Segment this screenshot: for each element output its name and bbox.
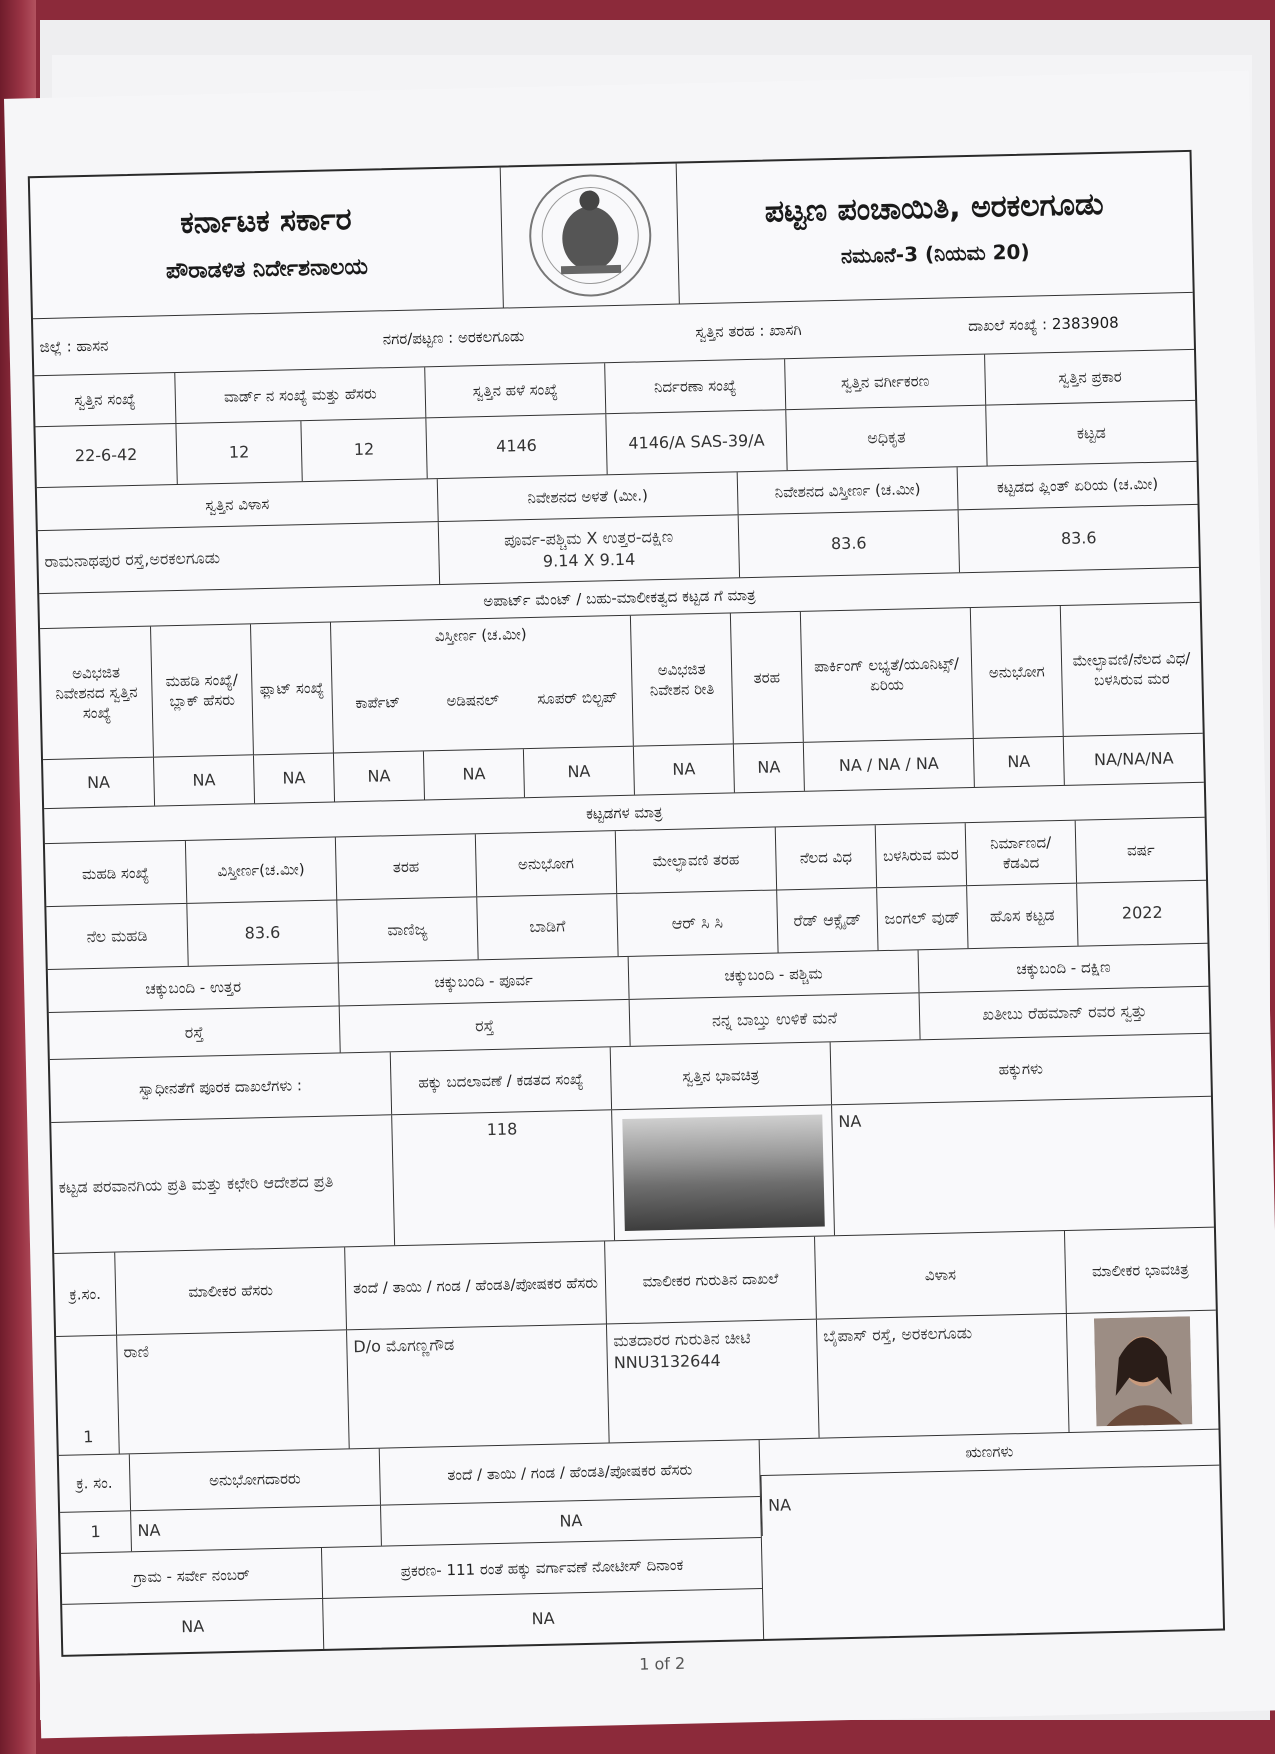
apartment-section-title: ಅಪಾರ್ಟ್ ಮೆಂಟ್ / ಬಹು-ಮಾಲೀಕತ್ವದ ಕಟ್ಟಡ ಗೆ ಮಾತ್ರ [39,567,1199,628]
label-kind: ಸ್ವತ್ತಿನ ಪ್ರಕಾರ [984,350,1195,405]
state-emblem [500,164,680,308]
label-roof: ಮೇಲ್ಛಾವಣಿ ತರಹ [615,828,776,894]
dimensions: 9.14 X 9.14 [542,549,636,571]
label-floor: ಮಹಡಿ ಸಂಖ್ಯೆ [81,863,150,884]
building-section-title: ಕಟ್ಟಡಗಳ ಮಾತ್ರ [44,782,1204,843]
label-wood: ಬಳಸಿರುವ ಮರ [875,823,966,887]
entry-number: ದಾಖಲೆ ಸಂಖ್ಯೆ : 2383908 [967,313,1119,335]
label-owner-name: ಮಾಲೀಕರ ಹೆಸರು [114,1247,346,1334]
label-super-builtup: ಸೂಪರ್ ಬಿಲ್ಟಪ್ [537,688,618,708]
classification: ಅಧಿಕೃತ [785,406,986,471]
south: ಖತೀಬು ರೆಹಮಾನ್ ರವರ ಸ್ವತ್ತು [919,987,1210,1040]
emblem-seal-icon [513,169,666,302]
site-area: 83.6 [738,510,959,577]
directorate-title: ಪೌರಾಡಳಿತ ನಿರ್ದೇಶನಾಲಯ [165,254,369,285]
label-transfer: ಹಕ್ಕು ಬದಲಾವಣೆ / ಕಡತದ ಸಂಖ್ಯೆ [390,1047,611,1114]
construction: ಹೊಸ ಕಟ್ಟಡ [966,884,1077,948]
property-photo-cell [611,1105,834,1240]
liabilities: NA [760,1466,1220,1536]
label-owner-relation: ತಂದೆ / ತಾಯಿ / ಗಂಡ / ಹೆಂಡತಿ/ಪೋಷಕರ ಹೆಸರು [344,1241,606,1329]
label-assessment-no: ನಿರ್ದರಣಾ ಸಂಖ್ಯೆ [604,359,785,413]
label-classification: ಸ್ವತ್ತಿನ ವರ್ಗೀಕರಣ [784,355,985,410]
undivided-type: NA [633,744,734,794]
label-rights: ಹಕ್ಕುಗಳು [830,1034,1211,1105]
label-ward: ವಾರ್ಡ್ ನ ಸಂಖ್ಯೆ ಮತ್ತು ಹೆಸರು [174,367,425,423]
survey-value: NA [181,1616,205,1637]
liabilities-cell [759,1430,1223,1639]
occupant-relation: NA [380,1497,761,1546]
label-owner-address: ವಿಳಾಸ [814,1231,1066,1319]
label-plinth: ಕಟ್ಟಡದ ಪ್ಲಿಂತ್ ಏರಿಯ (ಚ.ಮೀ) [957,462,1198,509]
label-old-no: ಸ್ವತ್ತಿನ ಹಳೆ ಸಂಖ್ಯೆ [424,363,605,417]
label-measure: ನಿವೇಶನದ ಅಳತೆ (ಮೀ.) [437,472,738,521]
notice-date: NA [322,1589,763,1649]
label-carpet: ಕಾರ್ಪೆಟ್ [355,692,401,712]
kind: ಕಟ್ಟಡ [985,401,1196,466]
north: ರಸ್ತೆ [184,1022,204,1043]
label-undivided-type: ಅವಿಭಜಿತ ನಿವೇಶನ ರೀತಿ [630,613,733,745]
floor-type: ರೆಡ್ ಆಕ್ಸೈಡ್ [776,888,877,952]
label-east: ಚಕ್ಕುಬಂದಿ - ಪೂರ್ವ [338,957,629,1006]
form-table [28,150,1225,1657]
supporting-docs: ಕಟ್ಟಡ ಪರವಾನಗಿಯ ಪ್ರತಿ ಮತ್ತು ಕಛೇರಿ ಆದೇಶದ ಪ್ರತಿ [58,1171,334,1198]
rights-value: NA [831,1097,1214,1236]
label-floor-block: ಮಹಡಿ ಸಂಖ್ಯೆ/ಬ್ಲಾಕ್ ಹೆಸರು [150,624,253,756]
label-notice-date: ಪ್ರಕರಣ- 111 ರಂತೆ ಹಕ್ಕು ವರ್ಗಾವಣೆ ನೋಟೀಸ್ ದಿನಾಂಕ [321,1538,762,1598]
owner-id-no: NNU3132644 [613,1350,721,1372]
label-supporting-docs: ಸ್ವಾಧೀನತೆಗೆ ಪೂರಕ ದಾಖಲೆಗಳು : [138,1076,303,1098]
label-floor-type: ನೆಲದ ವಿಧ [775,825,876,889]
label-additional: ಅಡಿಷನಲ್ [446,690,500,710]
direction: ಪೂರ್ವ-ಪಶ್ಚಿಮ X ಉತ್ತರ-ದಕ್ಷಿಣ [503,527,674,550]
label-construction: ನಿರ್ಮಾಣದ/ ಕೆಡವಿದ [965,821,1076,885]
label-property-photo: ಸ್ವತ್ತಿನ ಭಾವಚಿತ್ರ [610,1042,831,1109]
floor: ನೆಲ ಮಹಡಿ [86,925,148,947]
owner-photo-cell [1066,1311,1219,1432]
label-owner-id: ಮಾಲೀಕರ ಗುರುತಿನ ದಾಖಲೆ [604,1237,816,1324]
label-north: ಚಕ್ಕುಬಂದಿ - ಉತ್ತರ [145,977,242,998]
owner-id-cell [606,1320,819,1443]
label-owner-photo: ಮಾಲೀಕರ ಭಾವಚಿತ್ರ [1064,1228,1216,1313]
carpet: NA [333,751,424,801]
owner-id-type: ಮತದಾರರ ಗುರುತಿನ ಚೀಟಿ [613,1328,751,1351]
undivided-no: NA [86,772,111,793]
property-no: 22-6-42 [74,445,138,466]
rights-values-row [51,1096,1214,1253]
year: 2022 [1076,881,1207,946]
label-liabilities: ಋಣಗಳು [760,1430,1220,1476]
parking: NA / NA / NA [803,739,974,791]
usage: NA [973,737,1064,787]
town: ನಗರ/ಪಟ್ಟಣ : ಅರಕಲಗೂಡು [382,326,525,349]
old-no: 4146 [425,414,606,478]
east: ರಸ್ತೆ [339,1000,630,1053]
government-title: ಕರ್ನಾಟಕ ಸರ್ಕಾರ [179,201,352,241]
label-west: ಚಕ್ಕುಬಂದಿ - ಪಶ್ಚಿಮ [628,950,919,999]
ward-no: 12 [175,421,301,484]
label-survey: ಗ್ರಾಮ - ಸರ್ವೇ ನಂಬರ್ [133,1565,250,1587]
label-building-usage: ಅನುಭೋಗ [475,831,616,896]
flat-no: NA [253,754,334,804]
label-site-area: ನಿವೇಶನದ ವಿಸ್ತೀರ್ಣ (ಚ.ಮೀ) [737,467,958,514]
property-type: ಸ್ವತ್ತಿನ ತರಹ : ಖಾಸಗಿ [695,320,802,342]
label-parking: ಪಾರ್ಕಿಂಗ್ ಲಭ್ಯತೆ/ಯೂನಿಟ್ಸ್/ಏರಿಯ [800,608,973,742]
west: ನನ್ನ ಬಾಬ್ತು ಉಳಿಕೆ ಮನೆ [629,993,920,1046]
page-number: 1 of 2 [638,1653,686,1674]
owner-address: ಬೈಪಾಸ್ ರಸ್ತೆ, ಅರಕಲಗೂಡು [816,1314,1069,1438]
label-south: ಚಕ್ಕುಬಂದಿ - ದಕ್ಷಿಣ [918,944,1209,993]
assessment-no: 4146/A SAS-39/A [605,410,786,474]
label-year: ವರ್ಷ [1075,818,1206,883]
owner-name: ರಾಣಿ [116,1330,349,1453]
label-undivided-no: ಅವಿಭಜಿತ ನಿವೇಶನದ ಸ್ವತ್ತಿನ ಸಂಖ್ಯೆ [55,662,138,723]
label-address: ಸ್ವತ್ತಿನ ವಿಳಾಸ [205,494,270,515]
form-number: ನಮೂನೆ-3 (ನಿಯಮ 20) [840,239,1030,268]
apartment-labels-row [40,602,1203,759]
additional: NA [423,749,524,799]
label-area-group: ವಿಸ್ತೀರ್ಣ (ಚ.ಮೀ) [434,625,527,646]
document-page [4,71,1275,1739]
owner-photo [1093,1316,1191,1426]
label-flat-no: ಫ್ಲಾಟ್ ಸಂಖ್ಯೆ [250,623,333,755]
type: NA [733,743,804,793]
roof-floor-wood: NA/NA/NA [1063,734,1204,785]
transfer-no: 118 [391,1110,614,1245]
occupants-section [59,1429,1223,1655]
roof: ಆರ್ ಸಿ ಸಿ [616,891,777,957]
area-group [330,616,633,753]
occupant-sl: 1 [90,1522,101,1542]
district: ಜಿಲ್ಲೆ : ಹಾಸನ [39,336,109,356]
form-header [30,152,1193,318]
floor-block: NA [153,755,254,805]
label-type: ತರಹ [730,612,803,744]
label-occupant: ಅನುಭೋಗದಾರರು [129,1449,380,1511]
label-occupant-relation: ತಂದೆ / ತಾಯಿ / ಗಂಡ / ಹೆಂಡತಿ/ಪೋಷಕರ ಹೆಸರು [379,1440,760,1505]
owner-sl: 1 [83,1427,94,1447]
label-floor-area: ವಿಸ್ತೀರ್ಣ(ಚ.ಮೀ) [185,838,336,903]
property-address: ರಾಮನಾಥಪುರ ರಸ್ತೆ,ಅರಕಲಗೂಡು [44,548,221,572]
label-property-no: ಸ್ವತ್ತಿನ ಸಂಖ್ಯೆ [74,389,136,410]
wood: ಜಂಗಲ್ ವುಡ್ [876,886,967,950]
building-usage: ಬಾಡಿಗೆ [476,894,617,959]
owner-relation: D/o ಮೊಗಣ್ಣಗೌಡ [346,1324,609,1448]
label-usage: ಅನುಭೋಗ [970,606,1063,738]
building-type: ವಾಣಿಜ್ಯ [336,897,477,962]
label-occupant-sl: ಕ್ರ. ಸಂ. [76,1473,113,1493]
panchayat-title: ಪಟ್ಟಣ ಪಂಚಾಯಿತಿ, ಅರಕಲಗೂಡು [764,186,1104,230]
dimensions-cell [438,515,739,584]
property-photo [622,1115,824,1232]
label-owner-sl: ಕ್ರ.ಸಂ. [69,1284,102,1304]
label-roof-floor-wood: ಮೇಲ್ಛಾವಣಿ/ನೆಲದ ವಿಧ/ಬಳಸಿರುವ ಮರ [1060,603,1203,736]
super-builtup: NA [523,747,634,797]
floor-area: 83.6 [186,900,337,965]
ward-name: 12 [300,418,426,481]
plinth-area: 83.6 [958,505,1199,572]
label-building-type: ತರಹ [335,834,476,899]
occupant-name: NA [130,1506,381,1552]
